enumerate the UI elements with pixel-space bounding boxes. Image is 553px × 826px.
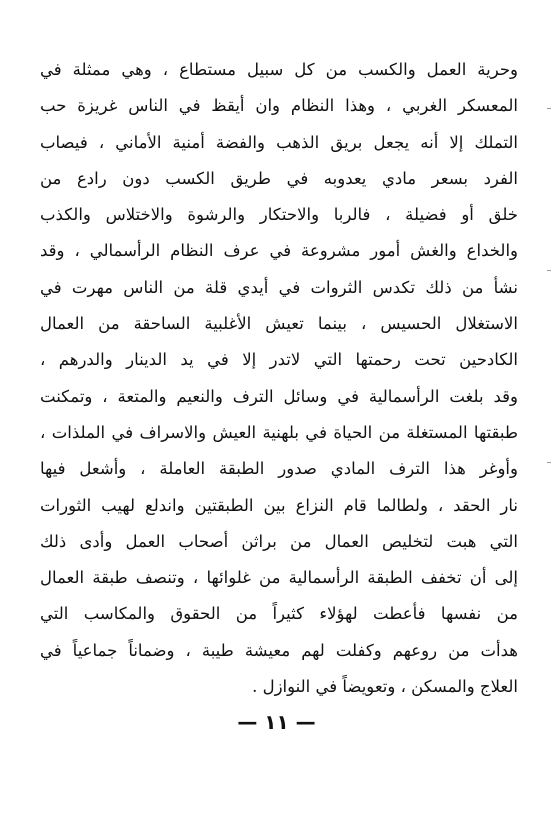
text-line-9: الكادحين تحت رحمتها التي لاتدر إلا في يد الدينار والدرهم ، — [40, 350, 518, 370]
text-line-3: التملك إلا أنه يجعل بريق الذهب والفضة أمنية الأماني ، فيصاب — [40, 132, 518, 152]
page-number: — ١١ — — [237, 710, 316, 734]
text-line-18: العلاج والمسكن ، وتعويضاً في النوازل . — [252, 677, 518, 697]
text-line-15: إلى أن تخفف الطبقة الرأسمالية من غلوائها ، وتنصف طبقة العمال — [40, 568, 518, 588]
text-line-16: من نفسها فأعطت لهؤلاء كثيراً من الحقوق والمكاسب التي — [40, 604, 518, 624]
margin-mark — [547, 270, 551, 271]
text-line-12: وأوغر هذا الترف المادي صدور الطبقة العاملة ، وأشعل فيها — [40, 459, 518, 479]
text-line-2: المعسكر الغربي ، وهذا النظام وان أيقظ في الناس غريزة حب — [40, 96, 518, 116]
text-line-14: التي هبت لتخليص العمال من براثن أصحاب العمل وأدى ذلك — [40, 531, 518, 551]
text-line-7: نشأ من ذلك تكدس الثروات في أيدي قلة من الناس مهرت في — [40, 277, 518, 297]
text-line-6: والخداع والغش أمور مشروعة في عرف النظام الرأسمالي ، وقد — [40, 241, 518, 261]
text-line-4: الفرد بسعر مادي يعدوبه في طريق الكسب دون رادع من — [40, 168, 518, 188]
text-line-8: الاستغلال الحسيس ، بينما تعيش الأغلبية الساحقة من العمال — [40, 314, 518, 334]
text-line-5: خلق أو فضيلة ، فالربا والاحتكار والرشوة والاختلاس والكذب — [40, 205, 518, 225]
text-line-17: هدأت من روعهم وكفلت لهم معيشة طيبة ، وضماناً جماعياً في — [40, 640, 518, 660]
text-line-10: وقد بلغت الرأسمالية في وسائل الترف والنعيم والمتعة ، وتمكنت — [40, 386, 518, 406]
text-line-1: وحرية العمل والكسب من كل سبيل مستطاع ، وهي ممثلة في — [40, 60, 518, 79]
margin-mark — [547, 462, 551, 463]
body-text — [40, 52, 518, 705]
text-line-11: طبقتها المستغلة من الحياة في بلهنية العيش والاسراف في الملذات ، — [40, 422, 518, 442]
margin-mark — [547, 108, 551, 109]
text-line-13: نار الحقد ، ولطالما قام النزاع بين الطبقتين واندلع لهيب الثورات — [40, 495, 518, 515]
